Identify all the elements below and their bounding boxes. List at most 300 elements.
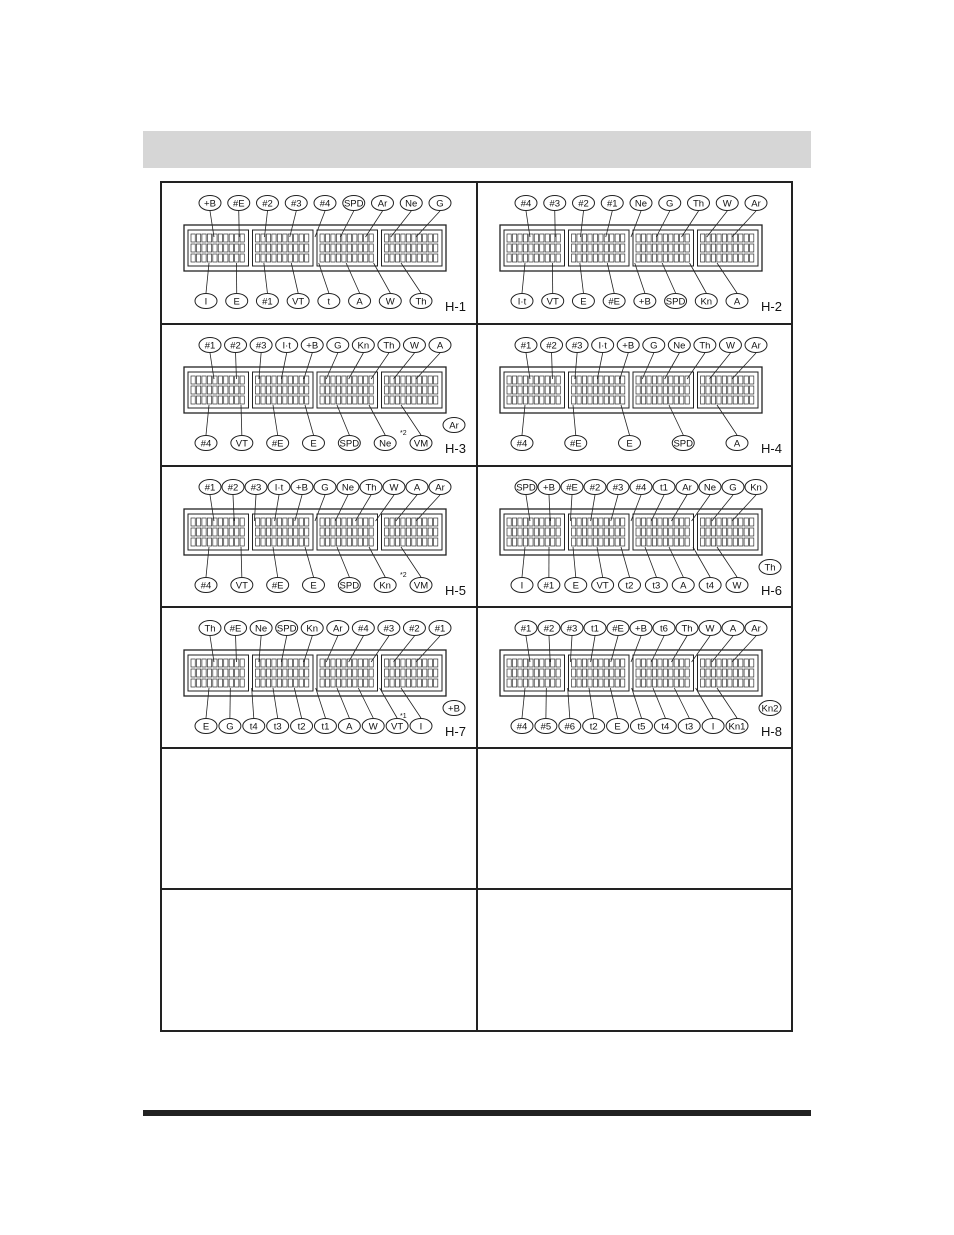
connector-pin: [283, 376, 287, 384]
connector-pin: [523, 659, 527, 667]
connector-pin: [652, 376, 656, 384]
connector-pin: [202, 659, 206, 667]
connector-pin: [229, 669, 233, 677]
connector-pin: [658, 659, 662, 667]
connector-pin: [588, 244, 592, 252]
connector-pin: [288, 659, 292, 667]
connector-pin: [577, 538, 581, 546]
connector-pin: [717, 234, 721, 242]
connector-pin: [229, 538, 233, 546]
connector-pin: [266, 386, 270, 394]
connector-pin: [577, 669, 581, 677]
pin-leader-line: [555, 211, 556, 237]
connector-pin: [277, 254, 281, 262]
pin-label-3: #3: [571, 340, 583, 352]
connector-pin: [615, 538, 619, 546]
connector-pin: [706, 518, 710, 526]
connector-pin: [412, 679, 416, 687]
connector-panel-h1: [162, 183, 476, 323]
connector-pin: [652, 659, 656, 667]
connector-pin: [711, 528, 715, 536]
connector-pin: [385, 679, 389, 687]
connector-diagram-h7: [162, 608, 476, 748]
panel-id-label: H-4: [761, 441, 782, 456]
pin-label-4: #4: [635, 482, 647, 494]
connector-pin: [722, 669, 726, 677]
connector-pin: [213, 254, 217, 262]
connector-pin: [395, 679, 399, 687]
connector-pin: [213, 244, 217, 252]
connector-pin: [235, 518, 239, 526]
connector-pin: [423, 518, 427, 526]
connector-pin: [191, 376, 195, 384]
connector-pin: [658, 396, 662, 404]
connector-pin: [434, 254, 438, 262]
connector-pin: [551, 254, 555, 262]
footnote-marker: *1: [400, 713, 407, 720]
connector-pin: [615, 669, 619, 677]
pin-label-b: +B: [296, 482, 308, 494]
connector-pin: [288, 669, 292, 677]
connector-pin: [599, 528, 603, 536]
connector-pin: [272, 386, 276, 394]
connector-pin: [610, 679, 614, 687]
connector-pin: [744, 244, 748, 252]
connector-pin: [347, 518, 351, 526]
connector-pin: [540, 396, 544, 404]
connector-pin: [412, 518, 416, 526]
connector-pin: [261, 518, 265, 526]
connector-panel-h2: [478, 183, 792, 323]
connector-pin: [191, 386, 195, 394]
connector-pin: [604, 679, 608, 687]
connector-pin: [406, 659, 410, 667]
connector-pin: [739, 528, 743, 536]
connector-pin: [534, 244, 538, 252]
connector-pin: [202, 669, 206, 677]
connector-pin: [599, 234, 603, 242]
pin-label-3: #3: [549, 198, 561, 210]
connector-pin: [577, 659, 581, 667]
connector-pin: [240, 679, 244, 687]
connector-pin: [739, 244, 743, 252]
connector-pin: [299, 538, 303, 546]
connector-pin: [545, 244, 549, 252]
pin-label-spd: SPD: [516, 482, 536, 494]
pin-label-th: Th: [415, 296, 427, 308]
connector-pin: [701, 396, 705, 404]
connector-pin: [229, 244, 233, 252]
connector-pin: [512, 244, 516, 252]
connector-pin: [401, 518, 405, 526]
connector-pin: [423, 659, 427, 667]
connector-pin: [358, 659, 362, 667]
connector-pin: [652, 234, 656, 242]
pin-label-t2: t2: [625, 580, 634, 592]
connector-pin: [266, 234, 270, 242]
connector-pin: [717, 244, 721, 252]
connector-pin: [641, 679, 645, 687]
connector-pin: [331, 518, 335, 526]
connector-pin: [582, 234, 586, 242]
pin-label-i: I: [711, 721, 715, 733]
connector-pin: [599, 386, 603, 394]
connector-pin: [615, 254, 619, 262]
connector-pin: [256, 538, 260, 546]
connector-pin: [652, 254, 656, 262]
connector-pin: [266, 538, 270, 546]
pin-label-2: #2: [262, 198, 273, 210]
connector-pin: [641, 244, 645, 252]
pin-label-spd: SPD: [665, 296, 686, 308]
connector-pin: [750, 254, 754, 262]
connector-pin: [224, 244, 228, 252]
connector-pin: [261, 376, 265, 384]
connector-pin: [401, 234, 405, 242]
connector-pin: [261, 528, 265, 536]
pin-label-t3: t3: [685, 721, 694, 733]
pin-label-th: Th: [692, 198, 705, 210]
connector-pin: [717, 386, 721, 394]
connector-pin: [556, 244, 560, 252]
connector-pin: [647, 538, 651, 546]
connector-pin: [750, 386, 754, 394]
connector-pin: [406, 518, 410, 526]
pin-label-spd: SPD: [343, 198, 364, 210]
connector-pin: [523, 528, 527, 536]
connector-pin: [621, 234, 625, 242]
connector-pin: [336, 386, 340, 394]
connector-pin: [331, 386, 335, 394]
connector-pin: [218, 528, 222, 536]
connector-pin: [512, 518, 516, 526]
pin-label-b: +B: [635, 623, 647, 635]
connector-pin: [196, 659, 200, 667]
connector-pin: [744, 528, 748, 536]
pin-label-g: G: [321, 482, 329, 494]
connector-pin: [728, 254, 732, 262]
connector-pin: [353, 538, 357, 546]
pin-label-w: W: [368, 721, 378, 733]
connector-pin: [663, 528, 667, 536]
connector-pin: [551, 518, 555, 526]
connector-pin: [331, 234, 335, 242]
connector-pin: [358, 244, 362, 252]
connector-pin: [604, 376, 608, 384]
pin-label-g: G: [650, 340, 658, 352]
pin-label-4: #4: [520, 198, 532, 210]
header-bar: [143, 131, 811, 168]
connector-pin: [685, 679, 689, 687]
connector-pin: [417, 244, 421, 252]
connector-pin: [680, 518, 684, 526]
pin-label-t6: t6: [660, 623, 668, 635]
connector-pin: [406, 234, 410, 242]
connector-pin: [423, 528, 427, 536]
connector-pin: [706, 376, 710, 384]
connector-pin: [191, 234, 195, 242]
connector-pin: [680, 376, 684, 384]
connector-pin: [647, 396, 651, 404]
connector-pin: [305, 386, 309, 394]
connector-pin: [207, 659, 211, 667]
connector-pin: [202, 244, 206, 252]
connector-pin: [395, 538, 399, 546]
pin-label-ar: Ar: [682, 482, 692, 494]
connector-pin: [218, 234, 222, 242]
footnote-marker: *2: [400, 430, 407, 437]
connector-pin: [342, 518, 346, 526]
pin-label-3: #3: [612, 482, 624, 494]
connector-pin: [229, 396, 233, 404]
connector-pin: [551, 669, 555, 677]
connector-pin: [417, 386, 421, 394]
connector-pin: [658, 386, 662, 394]
connector-pin: [305, 528, 309, 536]
connector-pin: [663, 234, 667, 242]
connector-pin: [641, 538, 645, 546]
connector-pin: [207, 518, 211, 526]
connector-pin: [213, 528, 217, 536]
connector-pin: [534, 396, 538, 404]
connector-pin: [353, 679, 357, 687]
connector-pin: [706, 254, 710, 262]
connector-pin: [266, 679, 270, 687]
connector-pin: [551, 244, 555, 252]
connector-pin: [342, 659, 346, 667]
connector-pin: [610, 376, 614, 384]
connector-pin: [277, 244, 281, 252]
connector-pin: [342, 669, 346, 677]
connector-pin: [423, 679, 427, 687]
pin-label-a: A: [413, 482, 421, 494]
connector-pin: [701, 518, 705, 526]
connector-pin: [663, 679, 667, 687]
connector-pin: [636, 659, 640, 667]
connector-pin: [369, 679, 373, 687]
connector-pin: [674, 254, 678, 262]
connector-pin: [663, 659, 667, 667]
connector-pin: [299, 386, 303, 394]
connector-pin: [353, 528, 357, 536]
connector-pin: [266, 659, 270, 667]
connector-pin: [652, 244, 656, 252]
connector-pin: [320, 679, 324, 687]
connector-pin: [358, 254, 362, 262]
connector-pin: [750, 518, 754, 526]
connector-pin: [636, 376, 640, 384]
connector-pin: [534, 518, 538, 526]
connector-pin: [750, 538, 754, 546]
connector-pin: [647, 254, 651, 262]
connector-pin: [680, 244, 684, 252]
connector-pin: [353, 244, 357, 252]
connector-pin: [218, 244, 222, 252]
connector-pin: [572, 254, 576, 262]
pin-label-2: #2: [543, 623, 555, 635]
connector-pin: [428, 528, 432, 536]
connector-pin: [604, 538, 608, 546]
connector-pin: [739, 538, 743, 546]
pin-label-kn1: Kn1: [728, 721, 746, 733]
pin-label-2: #2: [227, 482, 239, 494]
pin-label-1: #1: [262, 296, 273, 308]
connector-pin: [288, 386, 292, 394]
pin-label-w: W: [722, 198, 732, 210]
connector-pin: [551, 679, 555, 687]
connector-pin: [728, 234, 732, 242]
connector-pin: [701, 538, 705, 546]
connector-pin: [572, 396, 576, 404]
connector-pin: [266, 669, 270, 677]
connector-pin: [369, 669, 373, 677]
connector-pin: [663, 386, 667, 394]
connector-pin: [739, 669, 743, 677]
pin-label-4: #4: [319, 198, 331, 210]
connector-pin: [680, 538, 684, 546]
connector-pin: [191, 659, 195, 667]
connector-pin: [218, 396, 222, 404]
connector-pin: [621, 669, 625, 677]
pin-label-e: #E: [271, 580, 284, 592]
connector-pin: [229, 386, 233, 394]
connector-pin: [256, 244, 260, 252]
connector-pin: [641, 396, 645, 404]
pin-label-e: E: [614, 721, 621, 733]
connector-pin: [615, 244, 619, 252]
connector-pin: [207, 396, 211, 404]
connector-pin: [599, 669, 603, 677]
pin-label-1: #1: [520, 623, 532, 635]
connector-pin: [358, 376, 362, 384]
connector-pin: [207, 669, 211, 677]
pin-label-kn: Kn: [357, 340, 370, 352]
connector-pin: [347, 396, 351, 404]
connector-pin: [663, 254, 667, 262]
connector-pin: [369, 244, 373, 252]
connector-pin: [593, 659, 597, 667]
connector-pin: [325, 254, 329, 262]
connector-pin: [706, 538, 710, 546]
connector-pin: [717, 669, 721, 677]
connector-pin: [674, 518, 678, 526]
connector-pin: [240, 659, 244, 667]
connector-pin: [534, 659, 538, 667]
connector-pin: [412, 376, 416, 384]
connector-diagram-h1: [162, 183, 476, 323]
connector-pin: [669, 679, 673, 687]
connector-pin: [518, 528, 522, 536]
connector-pin: [331, 669, 335, 677]
pin-label-e: #E: [608, 296, 620, 308]
connector-pin: [733, 386, 737, 394]
connector-pin: [744, 376, 748, 384]
connector-pin: [518, 376, 522, 384]
connector-pin: [540, 386, 544, 394]
connector-pin: [701, 254, 705, 262]
connector-pin: [261, 669, 265, 677]
connector-pin: [604, 386, 608, 394]
connector-pin: [395, 528, 399, 536]
connector-pin: [406, 538, 410, 546]
pin-label-w: W: [705, 623, 715, 635]
connector-pin: [261, 244, 265, 252]
connector-pin: [593, 679, 597, 687]
connector-pin: [615, 234, 619, 242]
connector-pin: [202, 538, 206, 546]
connector-pin: [240, 669, 244, 677]
connector-pin: [369, 386, 373, 394]
connector-pin: [669, 254, 673, 262]
connector-pin: [669, 376, 673, 384]
connector-pin: [288, 244, 292, 252]
connector-pin: [540, 669, 544, 677]
connector-pin: [401, 254, 405, 262]
pin-label-2: #2: [409, 623, 420, 635]
connector-pin: [364, 669, 368, 677]
connector-pin: [641, 659, 645, 667]
connector-pin: [434, 234, 438, 242]
connector-pin: [582, 528, 586, 536]
connector-pin: [240, 538, 244, 546]
connector-pin: [540, 254, 544, 262]
connector-pin: [507, 659, 511, 667]
connector-pin: [331, 396, 335, 404]
connector-pin: [390, 669, 394, 677]
connector-pin: [545, 396, 549, 404]
pin-label-b: +B: [543, 482, 555, 494]
connector-pin: [272, 376, 276, 384]
connector-pin: [572, 528, 576, 536]
connector-pin: [706, 396, 710, 404]
connector-pin: [294, 659, 298, 667]
connector-pin: [358, 669, 362, 677]
connector-pin: [572, 518, 576, 526]
side-label-kn2: Kn2: [761, 703, 779, 715]
connector-pin: [711, 386, 715, 394]
connector-pin: [364, 234, 368, 242]
connector-pin: [588, 234, 592, 242]
connector-pin: [412, 244, 416, 252]
connector-pin: [518, 254, 522, 262]
connector-pin: [582, 518, 586, 526]
pin-label-4: #4: [200, 438, 212, 450]
connector-pin: [428, 254, 432, 262]
connector-pin: [207, 528, 211, 536]
connector-pin: [674, 244, 678, 252]
connector-pin: [299, 376, 303, 384]
connector-pin: [283, 518, 287, 526]
pin-label-g: G: [666, 198, 674, 210]
pin-label-ar: Ar: [751, 340, 761, 352]
pin-label-it: I·t: [517, 296, 527, 308]
panel-id-label: H-7: [445, 724, 466, 739]
connector-pin: [582, 538, 586, 546]
connector-pin: [305, 669, 309, 677]
connector-pin: [336, 518, 340, 526]
connector-pin: [218, 679, 222, 687]
connector-pin: [680, 234, 684, 242]
connector-pin: [685, 254, 689, 262]
connector-pin: [523, 669, 527, 677]
connector-pin: [534, 234, 538, 242]
pin-label-t3: t3: [652, 580, 661, 592]
connector-pin: [556, 528, 560, 536]
connector-pin: [202, 234, 206, 242]
connector-pin: [417, 679, 421, 687]
connector-pin: [347, 669, 351, 677]
connector-panel-h6: [478, 467, 792, 607]
